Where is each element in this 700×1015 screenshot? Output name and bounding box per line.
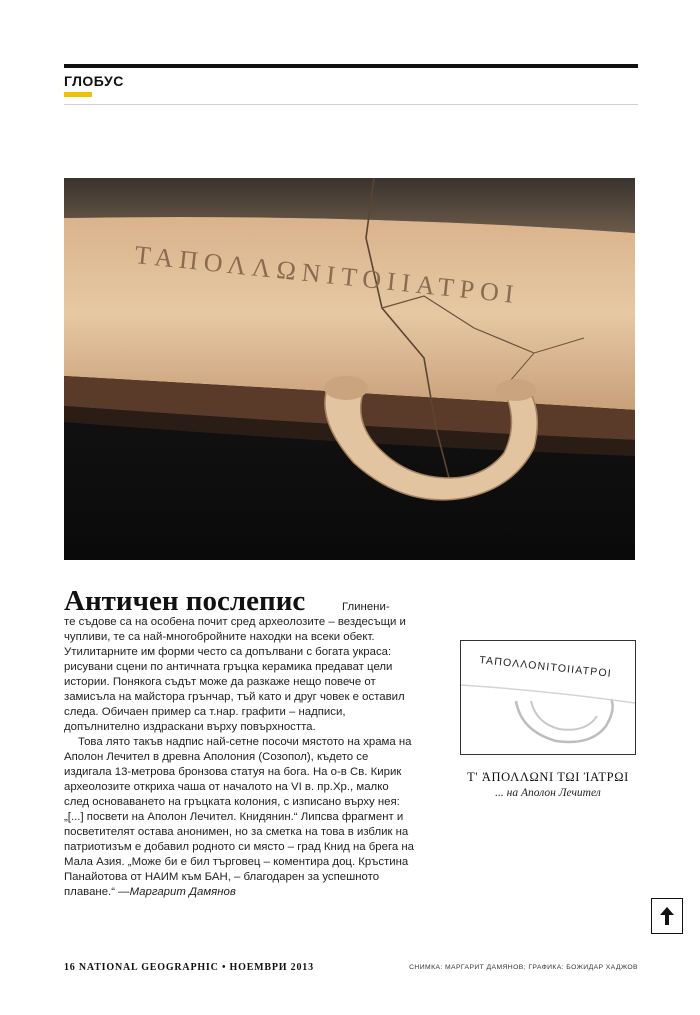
article-title: Античен послепис <box>64 585 306 617</box>
paragraph-1-rest: те съдове са на особена почит сред археолозите – вездесъщи и чупливи, те са най-многобройните находки на всеки обект. Утилитарните им форми често са допълвани с богата украса: рисувани сцени по античната гръцка керамика предават цели истории. Понякога съдът може да разкаже нещо повече от замисъла на майстора грънчар, тъй като и друг човек е оставил следа. Обичаен пример са т.нар. графити – надписи, допълнително издраскани върху повърхността. <box>64 616 406 733</box>
paragraph-2 <box>64 735 414 900</box>
inscription-drawing-text: ΤΑΠΟΛΛΟΝΙΤΟΙΙΑΤΡΟΙ <box>478 654 613 680</box>
arrow-up-icon <box>659 906 675 926</box>
pottery-photo <box>64 178 635 560</box>
incised-inscription: ΤΑΠΟΛΛΩΝΙΤΟΙΙΑΤΡΟΙ <box>133 240 521 310</box>
top-rule <box>64 64 638 68</box>
caption-greek: Τ' ἈΠΟΛΛΩΝΙ ΤΩΙ ἸΑΤΡΩΙ <box>467 770 629 784</box>
page-folio: 16 NATIONAL GEOGRAPHIC • НОЕМВРИ 2013 <box>64 962 314 973</box>
byline: —Маргарит Дамянов <box>118 886 236 898</box>
section-label: ГЛОБУС <box>64 73 124 89</box>
caption-translation: ... на Аполон Лечител <box>495 787 601 799</box>
scroll-up-button[interactable] <box>651 898 683 934</box>
paragraph-1-lead: Глинени- <box>342 601 390 613</box>
inscription-drawing <box>460 640 636 755</box>
header-divider <box>64 104 638 105</box>
photo-credits: СНИМКА: МАРГАРИТ ДАМЯНОВ; ГРАФИКА: БОЖИДАР ХАДЖОВ <box>409 964 638 971</box>
article-body <box>64 600 414 900</box>
paragraph-2-text: Това лято такъв надпис най-сетне посочи мястото на храма на Аполон Лечител в древна Аполония (Созопол), където се издигала 13-метрова бронзова статуя на бога. На о-в Св. Кирик археолозите откриха чаша от началото на VI в. пр.Хр., малко след основаването на гръцката колония, с изписано върху нея: „[...] посвети на Аполон Лечител. Книдянин.“ Липсва фрагмент и посветителят остава анонимен, но за сметка на това в изблик на патриотизъм е добавил родното си място – град Книд на брега на Мала Азия. „Може би е бил търговец – коментира доц. Кръстина Панайотова от НАИМ към БАН, – благодарен за успешното плаване.“ <box>64 736 415 898</box>
section-accent-bar <box>64 92 92 97</box>
paragraph-1 <box>64 600 414 735</box>
